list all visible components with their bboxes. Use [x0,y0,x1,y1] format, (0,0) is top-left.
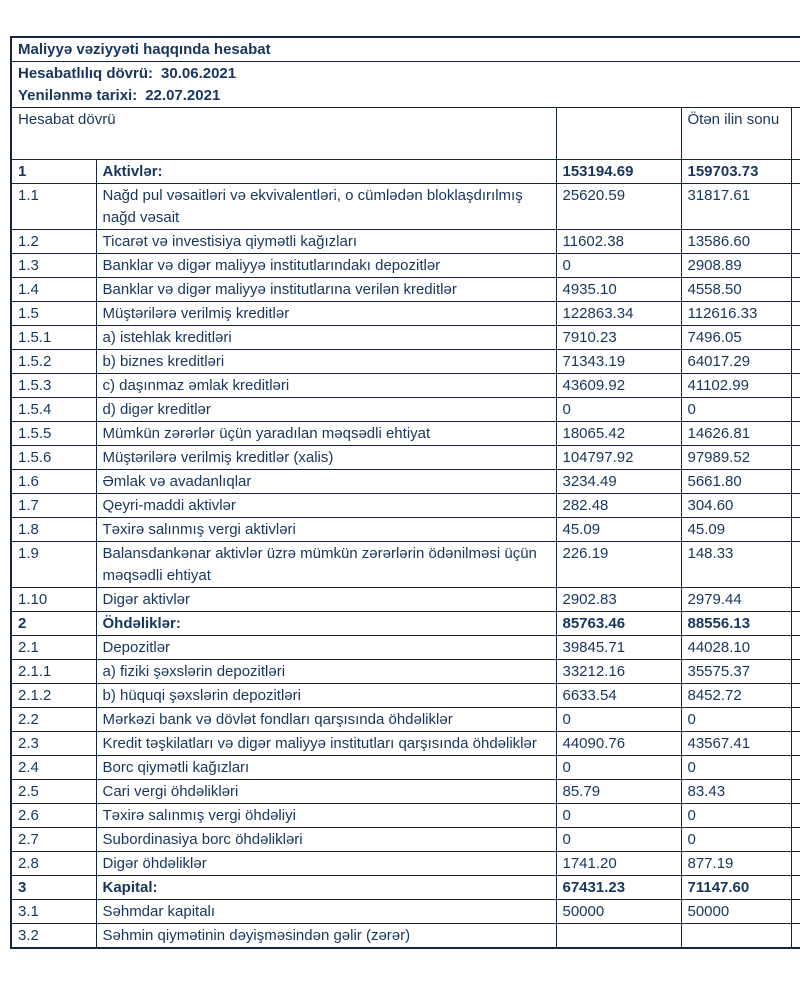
row-overflow-cell [791,302,800,326]
row-label: Banklar və digər maliyyə institutlarındakı depozitlər [96,254,556,278]
row-current-value: 122863.34 [556,302,681,326]
row-current-value: 7910.23 [556,326,681,350]
row-overflow-cell [791,852,800,876]
row-current-value: 25620.59 [556,184,681,230]
row-label: Depozitlər [96,636,556,660]
row-label: b) biznes kreditləri [96,350,556,374]
table-row [11,254,800,278]
row-label: Əmlak və avadanlıqlar [96,470,556,494]
row-previous-value: 41102.99 [681,374,791,398]
row-number: 1.5.1 [11,326,96,350]
row-overflow-cell [791,230,800,254]
report-meta-cell [11,62,800,108]
row-previous-value: 7496.05 [681,326,791,350]
row-previous-value: 88556.13 [681,612,791,636]
row-previous-value: 877.19 [681,852,791,876]
row-previous-value: 14626.81 [681,422,791,446]
row-overflow-cell [791,732,800,756]
table-row [11,278,800,302]
row-overflow-cell [791,398,800,422]
row-current-value: 45.09 [556,518,681,542]
row-previous-value: 35575.37 [681,660,791,684]
row-number: 2.4 [11,756,96,780]
report-rows [11,160,800,949]
row-current-value: 282.48 [556,494,681,518]
table-row [11,230,800,254]
row-number: 2.6 [11,804,96,828]
row-previous-value: 304.60 [681,494,791,518]
table-row [11,302,800,326]
table-row [11,756,800,780]
table-row [11,804,800,828]
row-previous-value: 148.33 [681,542,791,588]
row-current-value: 153194.69 [556,160,681,184]
row-previous-value: 0 [681,756,791,780]
row-current-value: 6633.54 [556,684,681,708]
table-row [11,612,800,636]
row-previous-value: 71147.60 [681,876,791,900]
row-previous-value: 13586.60 [681,230,791,254]
row-current-value: 85.79 [556,780,681,804]
row-number: 2.1 [11,636,96,660]
row-previous-value: 50000 [681,900,791,924]
row-number: 2.1.2 [11,684,96,708]
row-overflow-cell [791,708,800,732]
row-overflow-cell [791,350,800,374]
row-previous-value: 44028.10 [681,636,791,660]
table-row [11,374,800,398]
row-label: Kapital: [96,876,556,900]
row-label: a) fiziki şəxslərin depozitləri [96,660,556,684]
row-previous-value: 0 [681,398,791,422]
table-row [11,494,800,518]
row-current-value: 43609.92 [556,374,681,398]
table-row [11,518,800,542]
row-current-value: 0 [556,254,681,278]
row-number: 1.3 [11,254,96,278]
row-number: 1.5.3 [11,374,96,398]
row-overflow-cell [791,494,800,518]
row-previous-value: 0 [681,828,791,852]
row-number: 2.8 [11,852,96,876]
row-current-value: 2902.83 [556,588,681,612]
row-overflow-cell [791,780,800,804]
row-number: 1.5.4 [11,398,96,422]
row-previous-value: 83.43 [681,780,791,804]
row-number: 2.2 [11,708,96,732]
row-overflow-cell [791,828,800,852]
row-number: 2.1.1 [11,660,96,684]
row-current-value: 0 [556,804,681,828]
row-previous-value [681,924,791,949]
table-row [11,160,800,184]
table-row [11,636,800,660]
row-current-value: 18065.42 [556,422,681,446]
report-table-viewport [10,36,800,992]
table-row [11,732,800,756]
row-current-value: 3234.49 [556,470,681,494]
row-overflow-cell [791,278,800,302]
row-previous-value: 43567.41 [681,732,791,756]
row-overflow-cell [791,684,800,708]
row-label: a) istehlak kreditləri [96,326,556,350]
row-previous-value: 2908.89 [681,254,791,278]
table-row [11,542,800,588]
column-header-previous-year: Ötən ilin sonu [681,108,791,160]
row-label: Öhdəliklər: [96,612,556,636]
row-label: Müştərilərə verilmiş kreditlər (xalis) [96,446,556,470]
row-number: 3.2 [11,924,96,949]
table-row [11,852,800,876]
row-overflow-cell [791,422,800,446]
row-label: Ticarət və investisiya qiymətli kağızları [96,230,556,254]
row-overflow-cell [791,446,800,470]
table-row [11,876,800,900]
row-number: 1.9 [11,542,96,588]
row-current-value: 0 [556,756,681,780]
row-label: b) hüquqi şəxslərin depozitləri [96,684,556,708]
table-row [11,828,800,852]
row-label: Banklar və digər maliyyə institutlarına verilən kreditlər [96,278,556,302]
row-previous-value: 97989.52 [681,446,791,470]
reporting-period-value: 30.06.2021 [161,65,237,82]
row-number: 1.5 [11,302,96,326]
row-overflow-cell [791,542,800,588]
row-current-value: 4935.10 [556,278,681,302]
table-row [11,588,800,612]
row-number: 1.1 [11,184,96,230]
row-label: Subordinasiya borc öhdəlikləri [96,828,556,852]
row-label: Mərkəzi bank və dövlət fondları qarşısında öhdəliklər [96,708,556,732]
row-previous-value: 8452.72 [681,684,791,708]
row-current-value [556,924,681,949]
meta-row [11,62,800,108]
row-overflow-cell [791,636,800,660]
row-label: Təxirə salınmış vergi öhdəliyi [96,804,556,828]
title-row [11,37,800,62]
row-number: 2 [11,612,96,636]
row-number: 2.3 [11,732,96,756]
row-number: 1.8 [11,518,96,542]
row-number: 3.1 [11,900,96,924]
table-row [11,350,800,374]
row-overflow-cell [791,326,800,350]
update-date-label: Yenilənmə tarixi: [18,87,138,104]
row-previous-value: 31817.61 [681,184,791,230]
row-previous-value: 64017.29 [681,350,791,374]
row-number: 1.2 [11,230,96,254]
row-previous-value: 2979.44 [681,588,791,612]
reporting-period-label: Hesabatlılıq dövrü: [18,65,154,82]
row-overflow-cell [791,876,800,900]
row-current-value: 0 [556,708,681,732]
row-label: Nağd pul vəsaitləri və ekvivalentləri, o cümlədən bloklaşdırılmış nağd vəsait [96,184,556,230]
table-row [11,924,800,949]
row-number: 1.7 [11,494,96,518]
table-row [11,184,800,230]
row-label: Kredit təşkilatları və digər maliyyə institutları qarşısında öhdəliklər [96,732,556,756]
row-previous-value: 45.09 [681,518,791,542]
row-overflow-cell [791,254,800,278]
row-current-value: 0 [556,828,681,852]
table-row [11,326,800,350]
row-current-value: 11602.38 [556,230,681,254]
row-number: 1.6 [11,470,96,494]
row-current-value: 1741.20 [556,852,681,876]
update-date-line [18,85,800,107]
row-label: c) daşınmaz əmlak kreditləri [96,374,556,398]
row-label: Digər aktivlər [96,588,556,612]
table-row [11,660,800,684]
row-number: 1.4 [11,278,96,302]
table-row [11,422,800,446]
table-row [11,470,800,494]
row-overflow-cell [791,184,800,230]
row-label: Cari vergi öhdəlikləri [96,780,556,804]
row-current-value: 50000 [556,900,681,924]
row-label: Borc qiymətli kağızları [96,756,556,780]
row-label: Səhmin qiymətinin dəyişməsindən gəlir (zərər) [96,924,556,949]
row-number: 3 [11,876,96,900]
row-current-value: 71343.19 [556,350,681,374]
row-overflow-cell [791,924,800,949]
row-current-value: 33212.16 [556,660,681,684]
row-previous-value: 112616.33 [681,302,791,326]
row-overflow-cell [791,470,800,494]
row-label: Qeyri-maddi aktivlər [96,494,556,518]
row-current-value: 39845.71 [556,636,681,660]
update-date-value: 22.07.2021 [145,87,221,104]
row-label: d) digər kreditlər [96,398,556,422]
report-title: Maliyyə vəziyyəti haqqında hesabat [11,37,800,62]
row-number: 1.5.5 [11,422,96,446]
table-row [11,398,800,422]
table-row [11,446,800,470]
row-current-value: 104797.92 [556,446,681,470]
row-number: 2.7 [11,828,96,852]
row-overflow-cell [791,660,800,684]
row-overflow-cell [791,612,800,636]
table-row [11,780,800,804]
row-previous-value: 159703.73 [681,160,791,184]
table-row [11,900,800,924]
row-current-value: 226.19 [556,542,681,588]
row-number: 1 [11,160,96,184]
row-overflow-cell [791,374,800,398]
row-overflow-cell [791,756,800,780]
financial-position-table [10,36,800,949]
row-current-value: 44090.76 [556,732,681,756]
row-label: Səhmdar kapitalı [96,900,556,924]
row-number: 1.5.6 [11,446,96,470]
column-header-row [11,108,800,160]
column-header-current-blank [556,108,681,160]
table-row [11,684,800,708]
row-number: 1.5.2 [11,350,96,374]
row-previous-value: 5661.80 [681,470,791,494]
row-overflow-cell [791,588,800,612]
table-row [11,708,800,732]
row-current-value: 67431.23 [556,876,681,900]
row-overflow-cell [791,518,800,542]
row-label: Mümkün zərərlər üçün yaradılan məqsədli ehtiyat [96,422,556,446]
row-current-value: 85763.46 [556,612,681,636]
row-label: Təxirə salınmış vergi aktivləri [96,518,556,542]
column-header-overflow [791,108,800,160]
row-previous-value: 0 [681,804,791,828]
column-header-period: Hesabat dövrü [11,108,556,160]
row-overflow-cell [791,804,800,828]
row-number: 2.5 [11,780,96,804]
row-label: Aktivlər: [96,160,556,184]
row-label: Digər öhdəliklər [96,852,556,876]
row-label: Müştərilərə verilmiş kreditlər [96,302,556,326]
row-previous-value: 0 [681,708,791,732]
row-number: 1.10 [11,588,96,612]
row-label: Balansdankənar aktivlər üzrə mümkün zərərlərin ödənilməsi üçün məqsədli ehtiyat [96,542,556,588]
row-previous-value: 4558.50 [681,278,791,302]
row-current-value: 0 [556,398,681,422]
reporting-period-line [18,63,800,85]
row-overflow-cell [791,900,800,924]
row-overflow-cell [791,160,800,184]
